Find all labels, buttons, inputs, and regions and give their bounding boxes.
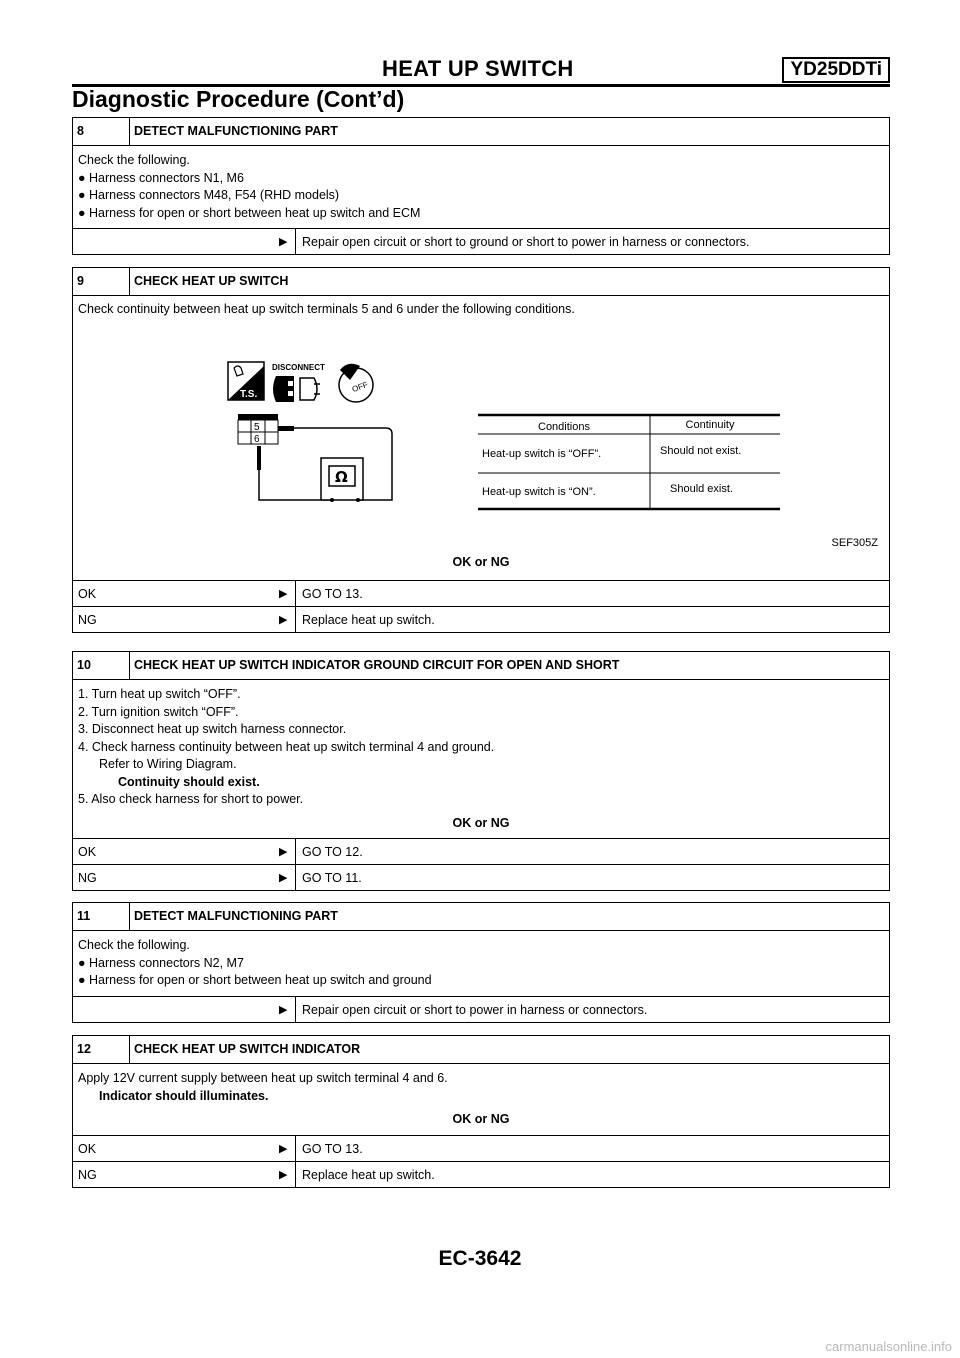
bullet-item: ● Harness for open or short between heat up switch and ECM (78, 205, 884, 223)
svg-text:T.S.: T.S. (240, 389, 258, 400)
bullet-icon: ● (78, 973, 86, 987)
step-number: 10 (77, 658, 91, 672)
step-11-box (72, 902, 890, 1023)
ng-result: Replace heat up switch. (302, 613, 435, 627)
step-12-box (72, 1035, 890, 1188)
step-title: CHECK HEAT UP SWITCH INDICATOR GROUND CIRCUIT FOR OPEN AND SHORT (134, 658, 620, 672)
bullet-item: ● Harness connectors M48, F54 (RHD models) (78, 187, 884, 205)
terminal-5-label: 5 (254, 422, 260, 433)
ng-row (73, 1161, 889, 1187)
step-12-title-row (73, 1036, 889, 1063)
svg-text:OFF: OFF (350, 380, 369, 395)
bullet-icon: ● (78, 170, 86, 185)
table-cell: Should not exist. (660, 445, 742, 457)
step-title: CHECK HEAT UP SWITCH INDICATOR (134, 1042, 361, 1056)
step-9-title-row (73, 268, 889, 295)
step-8-title-row (73, 118, 889, 145)
refer-note: Refer to Wiring Diagram. (99, 757, 237, 771)
expected-result: Continuity should exist. (118, 774, 260, 789)
step-11-body (73, 930, 889, 996)
result-text: Repair open circuit or short to ground or short to power in harness or connectors. (302, 235, 750, 249)
ng-result: GO TO 11. (302, 871, 362, 885)
procedure-line: 4. Check harness continuity between heat up switch terminal 4 and ground. (78, 739, 495, 754)
step-10-title-row (73, 652, 889, 679)
arrow-right-icon: ▶ (279, 872, 288, 884)
ok-label: OK (78, 845, 97, 859)
step-number: 8 (77, 124, 84, 138)
step-number: 9 (77, 274, 84, 288)
procedure-line: 3. Disconnect heat up switch harness connector. (78, 722, 347, 736)
step-title: DETECT MALFUNCTIONING PART (134, 909, 338, 923)
bullet-icon: ● (78, 205, 86, 220)
watermark: carmanualsonline.info (825, 1339, 952, 1354)
arrow-right-icon: ▶ (279, 1003, 288, 1016)
step-9-box (72, 267, 890, 633)
arrow-right-icon: ▶ (279, 1142, 288, 1155)
step-number: 12 (77, 1042, 91, 1056)
ok-row (73, 580, 889, 606)
page-title: HEAT UP SWITCH (382, 56, 574, 81)
ng-label: NG (78, 871, 97, 885)
ok-ng-label: OK or NG (452, 1112, 510, 1126)
step-11-result-row (73, 996, 889, 1022)
ng-row (73, 864, 889, 890)
table-header: Conditions (538, 421, 590, 433)
ng-label: NG (78, 613, 97, 627)
bullet-item: ● Harness for open or short between heat up switch and ground (78, 972, 884, 990)
continuity-figure (78, 318, 884, 553)
ng-result: Replace heat up switch. (302, 1167, 435, 1182)
figure-code: SEF305Z (831, 537, 878, 549)
table-header: Continuity (685, 419, 735, 431)
svg-text:DISCONNECT: DISCONNECT (272, 363, 325, 372)
step-title: CHECK HEAT UP SWITCH (134, 274, 289, 288)
conditions-table (478, 415, 780, 509)
table-cell: Should exist. (670, 483, 733, 495)
ok-result: GO TO 12. (302, 845, 363, 859)
procedure-line: 2. Turn ignition switch “OFF”. (78, 704, 239, 719)
step-instruction: Apply 12V current supply between heat up switch terminal 4 and 6. (78, 1071, 448, 1085)
bullet-item: ● Harness connectors N2, M7 (78, 955, 884, 973)
arrow-right-icon: ▶ (279, 1168, 288, 1181)
step-10-body (73, 679, 889, 838)
harness-connector (238, 414, 278, 445)
expected-result: Indicator should illuminates. (99, 1088, 269, 1103)
ohmmeter-icon (321, 458, 363, 502)
table-cell: Heat-up switch is “ON”. (482, 486, 596, 498)
continuity-diagram (78, 318, 884, 553)
step-11-title-row (73, 903, 889, 930)
step-9-body (73, 295, 889, 580)
page-number: EC-3642 (438, 1247, 522, 1270)
disconnect-icon (272, 363, 325, 402)
step-8-body (73, 145, 889, 228)
ok-result: GO TO 13. (302, 587, 363, 601)
ignition-off-icon (339, 364, 373, 402)
svg-text:Ω: Ω (335, 468, 348, 486)
arrow-right-icon: ▶ (279, 588, 288, 600)
ng-label: NG (78, 1167, 97, 1182)
bullet-item: ● Harness connectors N1, M6 (78, 170, 884, 188)
step-number: 11 (77, 909, 91, 923)
arrow-right-icon: ▶ (279, 614, 288, 626)
bullet-icon: ● (78, 188, 86, 202)
page-subtitle: Diagnostic Procedure (Cont’d) (72, 86, 405, 112)
terminal-6-label: 6 (254, 434, 260, 445)
engine-code-badge: YD25DDTi (782, 57, 890, 83)
ok-result: GO TO 13. (302, 1141, 363, 1156)
step-10-box (72, 651, 890, 891)
ok-ng-label: OK or NG (452, 555, 510, 569)
step-intro: Check the following. (78, 938, 190, 952)
arrow-right-icon: ▶ (279, 846, 288, 858)
ng-row (73, 606, 889, 632)
ok-label: OK (78, 1141, 97, 1156)
step-instruction: Check continuity between heat up switch terminals 5 and 6 under the following conditions. (78, 302, 575, 316)
table-cell: Heat-up switch is “OFF”. (482, 448, 602, 460)
result-text: Repair open circuit or short to power in harness or connectors. (302, 1002, 648, 1017)
ok-row (73, 838, 889, 864)
step-8-result-row (73, 228, 889, 254)
step-title: DETECT MALFUNCTIONING PART (134, 124, 338, 138)
arrow-right-icon: ▶ (279, 236, 288, 248)
ts-icon (228, 362, 264, 400)
ok-row (73, 1135, 889, 1161)
procedure-line: 5. Also check harness for short to power. (78, 792, 304, 806)
step-intro: Check the following. (78, 153, 190, 167)
step-12-body (73, 1063, 889, 1135)
step-8-box (72, 117, 890, 255)
bullet-icon: ● (78, 955, 86, 970)
ok-label: OK (78, 587, 97, 601)
ok-ng-label: OK or NG (452, 815, 510, 830)
procedure-line: 1. Turn heat up switch “OFF”. (78, 687, 241, 701)
